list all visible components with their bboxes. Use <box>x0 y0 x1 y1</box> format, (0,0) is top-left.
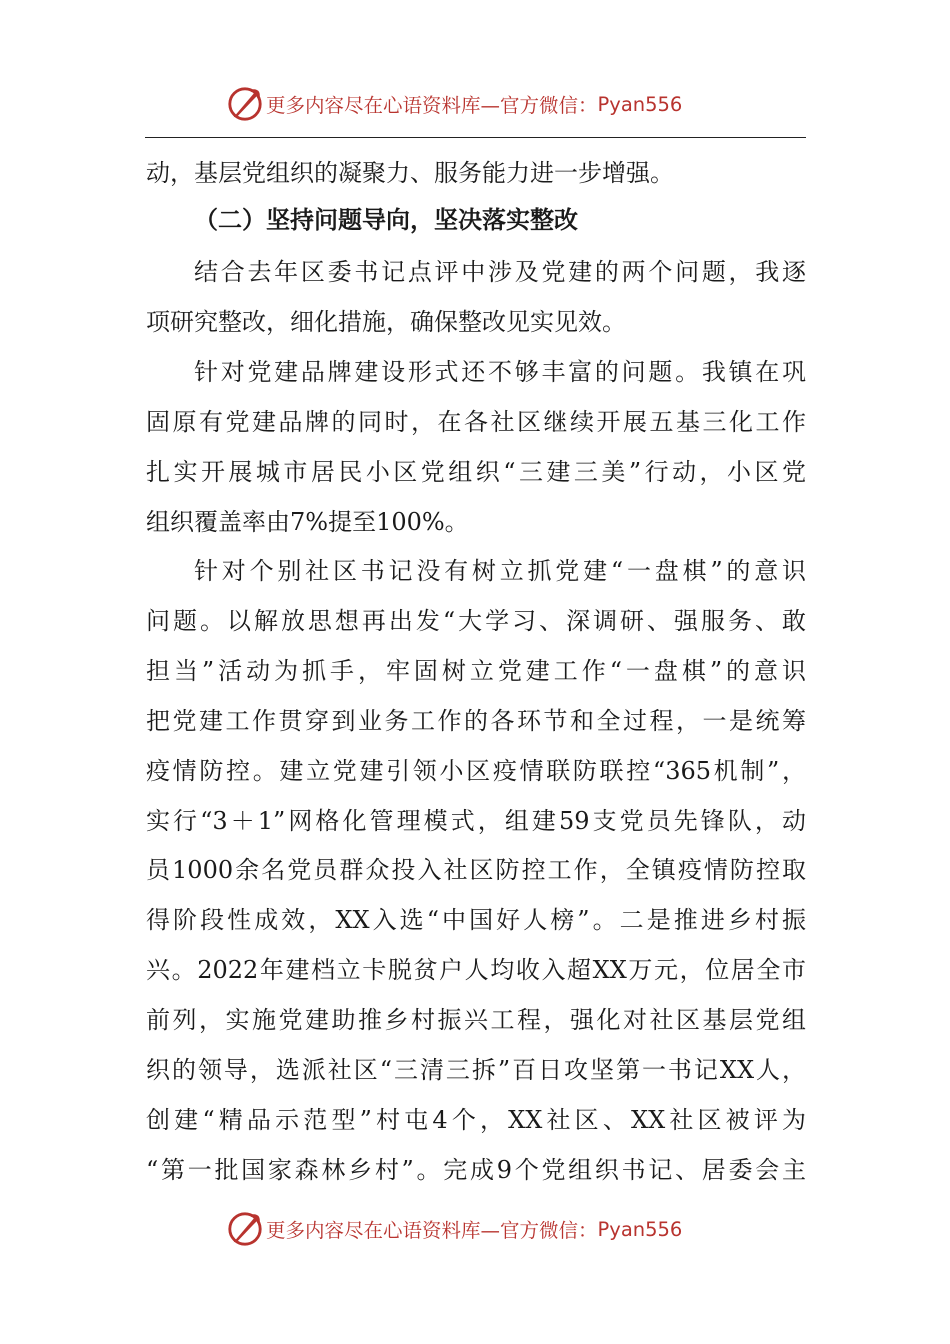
header-divider <box>145 137 806 138</box>
paragraph-line: 得阶段性成效，XX入选“中国好人榜”。二是推进乡村振 <box>146 906 806 934</box>
paragraph-line: 问题。以解放思想再出发“大学习、深调研、强服务、敢 <box>146 607 806 635</box>
paragraph-line: 织的领导，选派社区“三清三拆”百日攻坚第一书记XX人， <box>146 1056 806 1084</box>
paragraph-line: 结合去年区委书记点评中涉及党建的两个问题，我逐 <box>194 258 806 286</box>
paragraph-line: 实行“3＋1”网格化管理模式，组建59支党员先锋队，动 <box>146 807 806 835</box>
paragraph-line: 固原有党建品牌的同时，在各社区继续开展五基三化工作 <box>146 408 806 436</box>
banner-text: 更多内容尽在心语资料库—官方微信： <box>266 1219 598 1242</box>
paragraph-line: 组织覆盖率由7%提至100%。 <box>146 508 469 536</box>
wechat-id: Pyan556 <box>597 92 683 116</box>
header-banner <box>226 82 682 126</box>
paragraph-line: 动，基层党组织的凝聚力、服务能力进一步增强。 <box>146 159 674 187</box>
paragraph-line: 员1000余名党员群众投入社区防控工作，全镇疫情防控取 <box>146 856 806 884</box>
paragraph-line: 创建“精品示范型”村屯4个，XX社区、XX社区被评为 <box>146 1106 806 1134</box>
wechat-id: Pyan556 <box>597 1217 683 1241</box>
section-heading: （二）坚持问题导向，坚决落实整改 <box>194 206 578 234</box>
paragraph-line: 项研究整改，细化措施，确保整改见实见效。 <box>146 308 626 336</box>
quill-pen-logo-icon <box>226 85 264 123</box>
quill-pen-logo-icon <box>226 1210 264 1248</box>
paragraph-line: 把党建工作贯穿到业务工作的各环节和全过程，一是统筹 <box>146 707 806 735</box>
paragraph-line: 前列，实施党建助推乡村振兴工程，强化对社区基层党组 <box>146 1006 806 1034</box>
banner-text: 更多内容尽在心语资料库—官方微信： <box>266 94 598 117</box>
paragraph-line: 针对党建品牌建设形式还不够丰富的问题。我镇在巩 <box>194 358 806 386</box>
paragraph-line: 针对个别社区书记没有树立抓党建“一盘棋”的意识 <box>194 557 806 585</box>
footer-banner <box>226 1207 682 1251</box>
paragraph-line: 担当”活动为抓手，牢固树立党建工作“一盘棋”的意识 <box>146 657 806 685</box>
paragraph-line: “第一批国家森林乡村”。完成9个党组织书记、居委会主 <box>146 1156 806 1184</box>
paragraph-line: 扎实开展城市居民小区党组织“三建三美”行动，小区党 <box>146 458 806 486</box>
paragraph-line: 兴。2022年建档立卡脱贫户人均收入超XX万元，位居全市 <box>146 956 806 984</box>
paragraph-line: 疫情防控。建立党建引领小区疫情联防联控“365机制”， <box>146 757 806 785</box>
